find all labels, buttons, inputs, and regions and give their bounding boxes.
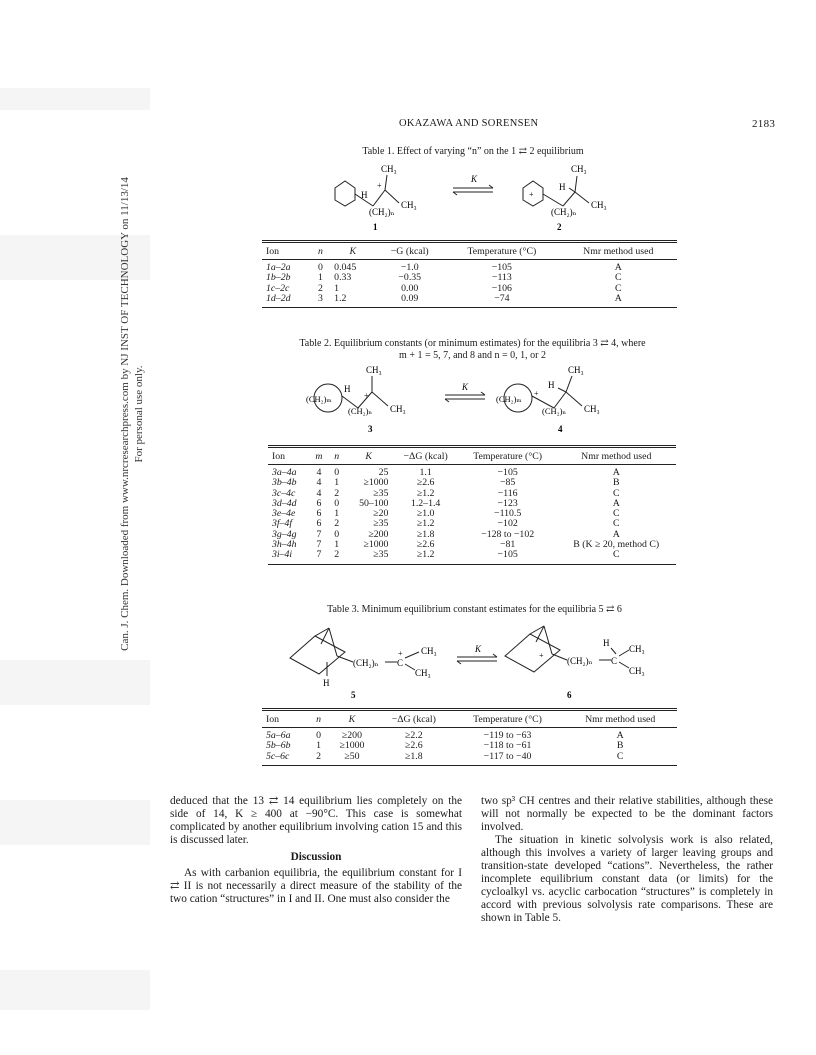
table-cell: −81 — [499, 539, 516, 551]
table3-header: Ion — [262, 711, 309, 728]
scan-artifact — [0, 970, 150, 1010]
table-cell: 6 — [316, 518, 322, 530]
h-label: H — [361, 190, 368, 200]
table-cell: C — [612, 487, 620, 499]
ch3-label: CH₃ — [571, 164, 587, 174]
table-cell: ≥35 — [345, 550, 393, 564]
table-cell: −1.0 — [400, 262, 419, 273]
h-label: H — [548, 380, 555, 390]
table-cell: 4 — [316, 487, 322, 499]
table2-header: n — [329, 448, 345, 465]
table-cell: B — [612, 477, 620, 489]
table-cell: −117 to −40 — [452, 752, 564, 766]
table-cell: ≥1.8 — [376, 752, 452, 766]
scan-artifact — [0, 800, 150, 845]
table-cell: 0.00 — [401, 282, 419, 294]
table1-header: Ion — [262, 243, 311, 260]
table-cell: −105 — [497, 467, 518, 478]
ch2m-label: (CH₂)ₘ — [496, 394, 522, 404]
table-cell: −110.5 — [494, 508, 522, 520]
table1 — [262, 242, 677, 308]
table-row — [262, 741, 677, 751]
table2-caption — [250, 338, 695, 362]
table-cell: ≥2.6 — [416, 477, 435, 489]
ch2n-label: (CH₂)ₙ — [551, 207, 577, 217]
table-cell: −85 — [499, 477, 516, 489]
table2 — [268, 447, 676, 565]
ch3-label: CH₃ — [421, 646, 437, 656]
table-cell: 1 — [316, 740, 322, 752]
table-cell: 0.09 — [375, 294, 444, 308]
watermark-line-2: For personal use only. — [133, 365, 145, 463]
ch2n-label: (CH₂)ₙ — [542, 406, 567, 416]
table-cell: A — [612, 497, 620, 509]
table-cell: 0 — [334, 528, 340, 540]
table2-caption-line-1: Table 2. Equilibrium constants (or minimum estimates) for the equilibria 3 ⇄ 4, where — [299, 338, 646, 349]
table1-header: K — [330, 243, 375, 260]
table-cell: B — [616, 740, 624, 752]
download-watermark — [118, 164, 146, 664]
table3-header-row — [262, 711, 677, 728]
table1-scheme — [325, 160, 655, 235]
h-label: H — [344, 384, 351, 394]
table3 — [262, 710, 677, 766]
table-cell: −116 — [497, 487, 518, 499]
table-cell: 6 — [316, 497, 322, 509]
carbon-label: C — [397, 658, 404, 668]
table-cell: −118 to −61 — [483, 740, 532, 752]
table-cell: −119 to −63 — [483, 730, 532, 741]
table-cell: 1.2–1.4 — [410, 497, 441, 509]
table3-header: −ΔG (kcal) — [376, 711, 452, 728]
k-label: K — [462, 382, 469, 392]
ch3-label: CH₃ — [629, 644, 645, 654]
scan-artifact — [0, 660, 150, 705]
table-cell: −74 — [444, 294, 559, 308]
table-cell: 5a–6a — [266, 730, 291, 741]
k-label: K — [475, 644, 482, 654]
plus-charge: + — [534, 389, 539, 398]
body-paragraph: As with carbanion equilibria, the equilibrium constant for I ⇄ II is not necessarily a direct measure of the stability of the two cation “structures” in I and II. One must also consider the — [170, 867, 462, 905]
table-cell: 1b–2b — [266, 272, 291, 284]
table-cell: ≥50 — [328, 752, 376, 766]
section-heading: Discussion — [290, 851, 342, 863]
table2-header: −ΔG (kcal) — [392, 448, 458, 465]
table-cell: 1.2 — [330, 294, 375, 308]
k-label: K — [471, 174, 478, 184]
table-cell: 5c–6c — [262, 752, 309, 766]
table-cell: 1 — [334, 477, 340, 489]
table-cell: 3i–4i — [268, 550, 309, 564]
compound-4-label: 4 — [558, 424, 563, 434]
table-cell: ≥20 — [373, 508, 389, 520]
table-cell: ≥1.8 — [416, 528, 435, 540]
body-paragraph: two sp³ CH centres and their relative stabilities, although these will not normally be expected to be the dominant factors involved. — [481, 795, 773, 833]
watermark-line-1: Can. J. Chem. Downloaded from www.nrcresearchpress.com by NJ INST OF TECHNOLOGY on 11/13/14 — [119, 177, 131, 651]
table-cell: 3h–4h — [272, 539, 297, 551]
table-cell: ≥1.0 — [416, 508, 435, 520]
table-cell: 7 — [309, 550, 328, 564]
table-cell: 0.045 — [334, 262, 357, 273]
h-label: H — [559, 182, 566, 192]
ch3-label: CH₃ — [629, 666, 645, 676]
table-cell: 4 — [316, 477, 322, 489]
cyclohexane-ring — [335, 181, 355, 206]
table1-header: n — [311, 243, 330, 260]
table-cell: A — [612, 528, 620, 540]
plus-charge: + — [377, 181, 382, 190]
table-cell: A — [612, 467, 620, 478]
table-cell: 0 — [316, 730, 322, 741]
table-cell: 0 — [334, 497, 340, 509]
table-cell: 4 — [316, 467, 322, 478]
table-cell: C — [614, 282, 622, 294]
table-row — [268, 550, 676, 564]
table2-header: K — [345, 448, 393, 465]
table1-header: −G (kcal) — [375, 243, 444, 260]
table2-scheme — [300, 364, 680, 436]
table1-header: Nmr method used — [560, 243, 677, 260]
table-cell: 2 — [309, 752, 328, 766]
table-cell: 1c–2c — [266, 282, 290, 294]
table-cell: 1 — [334, 282, 340, 294]
table-cell: −0.35 — [398, 272, 422, 284]
running-title: OKAZAWA AND SORENSEN — [399, 118, 539, 129]
table-cell: −105 — [491, 262, 512, 273]
table-cell: −105 — [459, 550, 557, 564]
plus-charge: + — [398, 649, 403, 658]
table-cell: B (K ≥ 20, method C) — [573, 539, 660, 551]
table-cell: ≥1000 — [339, 740, 365, 752]
table3-header: Nmr method used — [563, 711, 677, 728]
table-cell: 7 — [316, 539, 322, 551]
compound-3-label: 3 — [368, 424, 373, 434]
scan-artifact — [0, 88, 150, 110]
table1-header-row — [262, 243, 677, 260]
table-cell: A — [560, 294, 677, 308]
ch3-label: CH₃ — [366, 365, 382, 375]
table-cell: 50–100 — [359, 497, 389, 509]
table-cell: ≥1.2 — [392, 550, 458, 564]
table-cell: 1.1 — [419, 467, 432, 478]
table2-header-row — [268, 448, 676, 465]
ch3-label: CH₃ — [584, 404, 600, 414]
body-paragraph: deduced that the 13 ⇄ 14 equilibrium lies completely on the side of 14, K ≥ 400 at −90°C. This case is somewhat complicated by another equilibrium involving cation 15 and this is discussed later. — [170, 795, 462, 846]
table-cell: C — [556, 550, 676, 564]
table-cell: C — [612, 518, 620, 530]
table-cell: −123 — [497, 497, 518, 509]
table-cell: 3d–4d — [272, 497, 297, 509]
table-cell: −102 — [497, 518, 518, 530]
table-row — [262, 728, 677, 742]
ch2m-label: (CH₂)ₘ — [306, 394, 332, 404]
table-cell: A — [614, 262, 622, 273]
page-number: 2183 — [752, 118, 776, 130]
compound-1-label: 1 — [373, 222, 378, 232]
table-cell: −113 — [491, 272, 512, 284]
table-cell: A — [616, 730, 624, 741]
table-cell: 6 — [316, 508, 322, 520]
table-cell: ≥200 — [341, 730, 362, 741]
table-cell: 25 — [378, 467, 389, 478]
table3-header: n — [309, 711, 328, 728]
table-cell: ≥2.6 — [405, 740, 423, 752]
table-cell: ≥35 — [373, 487, 389, 499]
compound-2-label: 2 — [557, 222, 562, 232]
table-cell: C — [614, 272, 622, 284]
table-cell: 3a–4a — [272, 467, 297, 478]
table-cell: C — [563, 752, 677, 766]
table-cell: C — [612, 508, 620, 520]
plus-charge: + — [529, 190, 534, 199]
table-cell: ≥2.6 — [416, 539, 435, 551]
h-label: H — [603, 638, 610, 648]
table-cell: 5b–6b — [266, 740, 291, 752]
table1-caption: Table 1. Effect of varying “n” on the 1 ⇄ 2 equilibrium — [362, 146, 584, 157]
compound-5-label: 5 — [351, 690, 356, 700]
table-cell: ≥1000 — [363, 539, 389, 551]
table-cell: 3 — [311, 294, 330, 308]
table-cell: 7 — [316, 528, 322, 540]
table-cell: 3g–4g — [272, 528, 297, 540]
ch3-label: CH₃ — [415, 668, 431, 678]
table3-caption: Table 3. Minimum equilibrium constant estimates for the equilibria 5 ⇄ 6 — [327, 604, 622, 615]
plus-charge: + — [364, 391, 369, 400]
body-column-left — [170, 795, 462, 906]
table2-header: Nmr method used — [556, 448, 676, 465]
table-cell: 1 — [334, 508, 340, 520]
body-paragraph: The situation in kinetic solvolysis work is also related, although this involves a variety of larger leaving groups and transition-state developed “cations”. Nevertheless, the rather incomplete equilibrium constant data (or limits) for the cycloalkyl vs. acyclic carbocation “structures” is completely in accord with previous solvolysis rate comparisons. These are shown in Table 5. — [481, 834, 773, 924]
ch3-label: CH₃ — [390, 404, 406, 414]
ch3-label: CH₃ — [568, 365, 584, 375]
ch2n-label: (CH₂)ₙ — [353, 658, 379, 668]
table-cell: ≥1.2 — [416, 518, 435, 530]
ch2n-label: (CH₂)ₙ — [348, 406, 373, 416]
table3-scheme — [285, 622, 685, 702]
table-cell: −128 to −102 — [481, 528, 535, 540]
carbon-label: C — [611, 656, 618, 666]
ch3-label: CH₃ — [591, 200, 607, 210]
table-cell: 0 — [334, 467, 340, 478]
table-cell: ≥1000 — [363, 477, 389, 489]
table-cell: ≥35 — [373, 518, 389, 530]
table2-header: Ion — [268, 448, 309, 465]
plus-charge: + — [539, 651, 544, 660]
table-row — [268, 465, 676, 479]
table-cell: 1 — [318, 272, 323, 284]
table-cell: 1 — [334, 539, 340, 551]
table-cell: 0 — [318, 262, 323, 273]
table2-header: m — [309, 448, 328, 465]
table-row — [262, 260, 677, 274]
table-row — [262, 752, 677, 766]
table-cell: 3e–4e — [272, 508, 296, 520]
table-cell: 3c–4c — [272, 487, 296, 499]
table-cell: 0.33 — [334, 272, 352, 284]
table-cell: 1d–2d — [262, 294, 311, 308]
table3-header: Temperature (°C) — [452, 711, 564, 728]
table-cell: 2 — [334, 487, 340, 499]
compound-6-label: 6 — [567, 690, 572, 700]
table-cell: 2 — [329, 550, 345, 564]
table-cell: ≥200 — [368, 528, 389, 540]
table-cell: ≥1.2 — [416, 487, 435, 499]
table3-header: K — [328, 711, 376, 728]
ch3-label: CH₃ — [381, 164, 397, 174]
table-row — [262, 294, 677, 308]
table-cell: −106 — [491, 282, 512, 294]
ch2n-label: (CH₂)ₙ — [369, 207, 395, 217]
table-cell: 1a–2a — [266, 262, 291, 273]
table-cell: 2 — [334, 518, 340, 530]
table-cell: ≥2.2 — [405, 730, 423, 741]
body-column-right — [481, 795, 773, 925]
table2-header: Temperature (°C) — [459, 448, 557, 465]
ch2n-label: (CH₂)ₙ — [567, 656, 593, 666]
table1-header: Temperature (°C) — [444, 243, 559, 260]
h-label: H — [323, 678, 330, 688]
table2-caption-line-2: m + 1 = 5, 7, and 8 and n = 0, 1, or 2 — [399, 350, 546, 361]
table-cell: 3b–4b — [272, 477, 297, 489]
table-cell: 3f–4f — [272, 518, 293, 530]
table-cell: 2 — [318, 282, 323, 294]
ch3-label: CH₃ — [401, 200, 417, 210]
